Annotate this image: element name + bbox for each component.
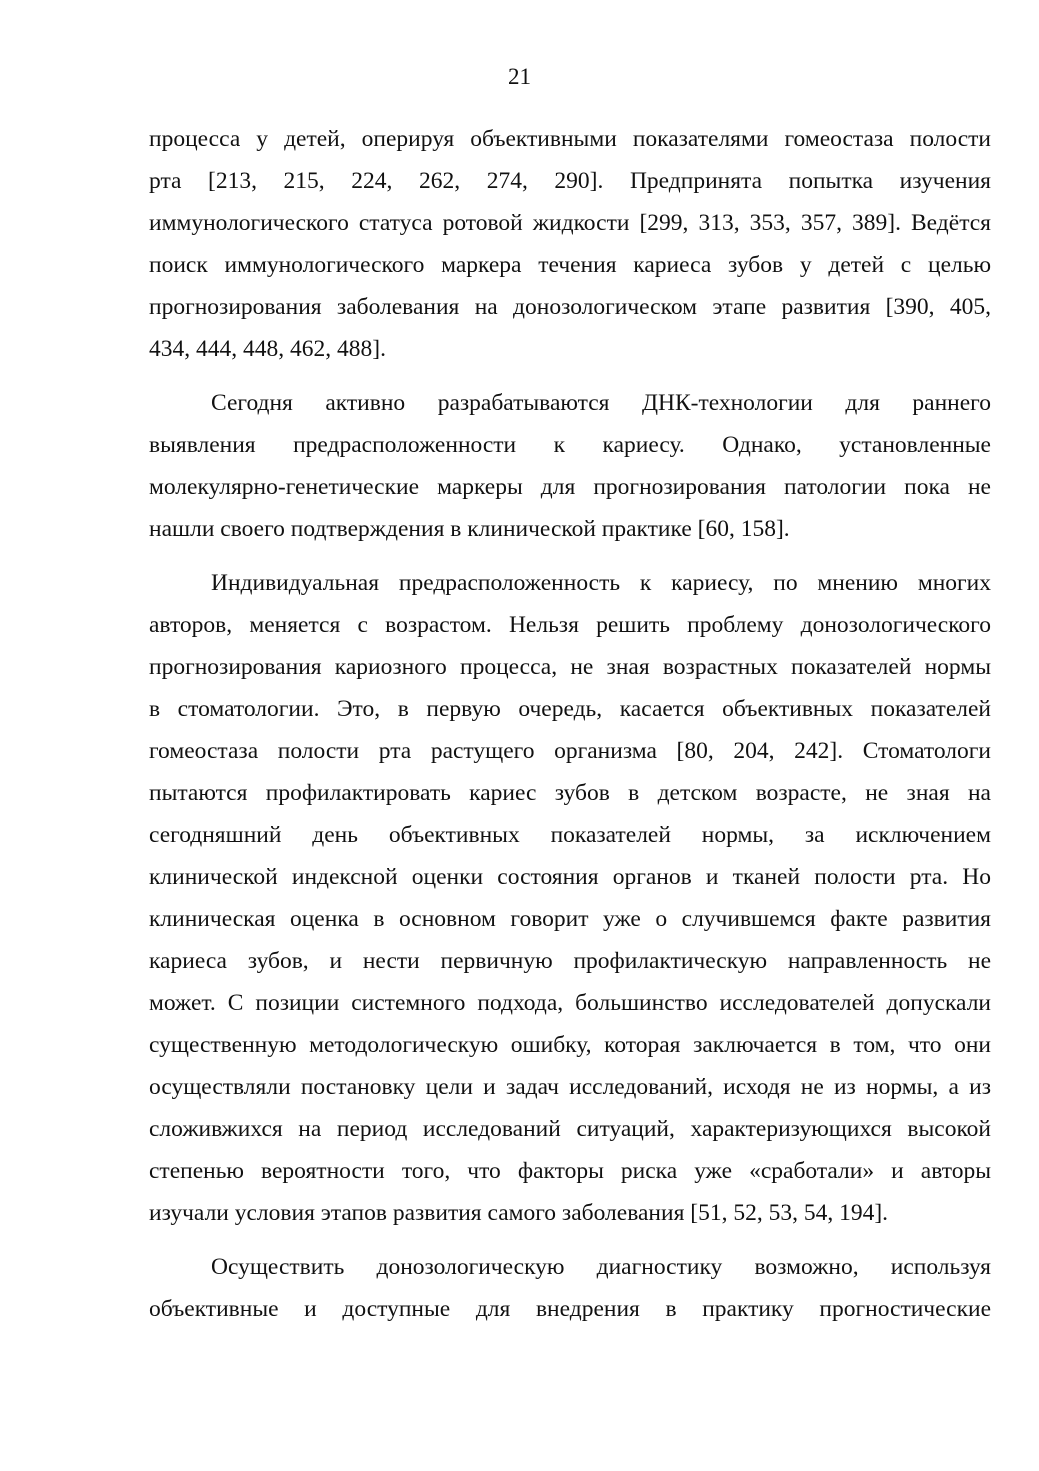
document-body	[149, 118, 991, 1330]
text-line: сложивжихся на период исследований ситуаций, характеризующихся высокой	[149, 1116, 991, 1142]
paragraph-2	[149, 382, 991, 550]
text-line: выявления предрасположенности к кариесу. Однако, установленные	[149, 432, 991, 458]
text-line: осуществляли постановку цели и задач исследований, исходя не из нормы, а из	[149, 1074, 991, 1100]
paragraph-3	[149, 562, 991, 1234]
text-line: рта [213, 215, 224, 262, 274, 290]. Предпринята попытка изучения	[149, 168, 991, 194]
paragraph-4	[149, 1246, 991, 1330]
text-line: может. С позиции системного подхода, большинство исследователей допускали	[149, 990, 991, 1016]
text-line: гомеостаза полости рта растущего организма [80, 204, 242]. Стоматологи	[149, 738, 991, 764]
paragraph-1	[149, 118, 991, 370]
text-line: Сегодня активно разрабатываются ДНК-технологии для раннего	[211, 390, 991, 416]
text-line: прогнозирования кариозного процесса, не зная возрастных показателей нормы	[149, 654, 991, 680]
text-line: иммунологического статуса ротовой жидкости [299, 313, 353, 357, 389]. Ведётся	[149, 210, 991, 236]
page-number: 21	[508, 64, 531, 89]
text-line: клиническая оценка в основном говорит уже о случившемся факте развития	[149, 906, 991, 932]
text-line: объективные и доступные для внедрения в практику прогностические	[149, 1296, 991, 1322]
text-line: процесса у детей, оперируя объективными показателями гомеостаза полости	[149, 126, 991, 152]
text-line: Индивидуальная предрасположенность к кариесу, по мнению многих	[211, 570, 991, 596]
text-line: изучали условия этапов развития самого заболевания [51, 52, 53, 54, 194].	[149, 1200, 889, 1226]
text-line: авторов, меняется с возрастом. Нельзя решить проблему донозологического	[149, 612, 991, 638]
text-line: пытаются профилактировать кариес зубов в детском возрасте, не зная на	[149, 780, 991, 806]
text-line: кариеса зубов, и нести первичную профилактическую направленность не	[149, 948, 991, 974]
text-line: клинической индексной оценки состояния органов и тканей полости рта. Но	[149, 864, 991, 890]
text-line: нашли своего подтверждения в клинической практике [60, 158].	[149, 516, 790, 542]
text-line: Осуществить донозологическую диагностику возможно, используя	[211, 1254, 991, 1280]
text-line: сегодняшний день объективных показателей нормы, за исключением	[149, 822, 991, 848]
text-line: существенную методологическую ошибку, которая заключается в том, что они	[149, 1032, 991, 1058]
text-line: в стоматологии. Это, в первую очередь, касается объективных показателей	[149, 696, 991, 722]
text-line: молекулярно-генетические маркеры для прогнозирования патологии пока не	[149, 474, 991, 500]
text-line: степенью вероятности того, что факторы риска уже «сработали» и авторы	[149, 1158, 991, 1184]
text-line: 434, 444, 448, 462, 488].	[149, 336, 386, 362]
text-line: прогнозирования заболевания на донозологическом этапе развития [390, 405,	[149, 294, 991, 320]
text-line: поиск иммунологического маркера течения кариеса зубов у детей с целью	[149, 252, 991, 278]
